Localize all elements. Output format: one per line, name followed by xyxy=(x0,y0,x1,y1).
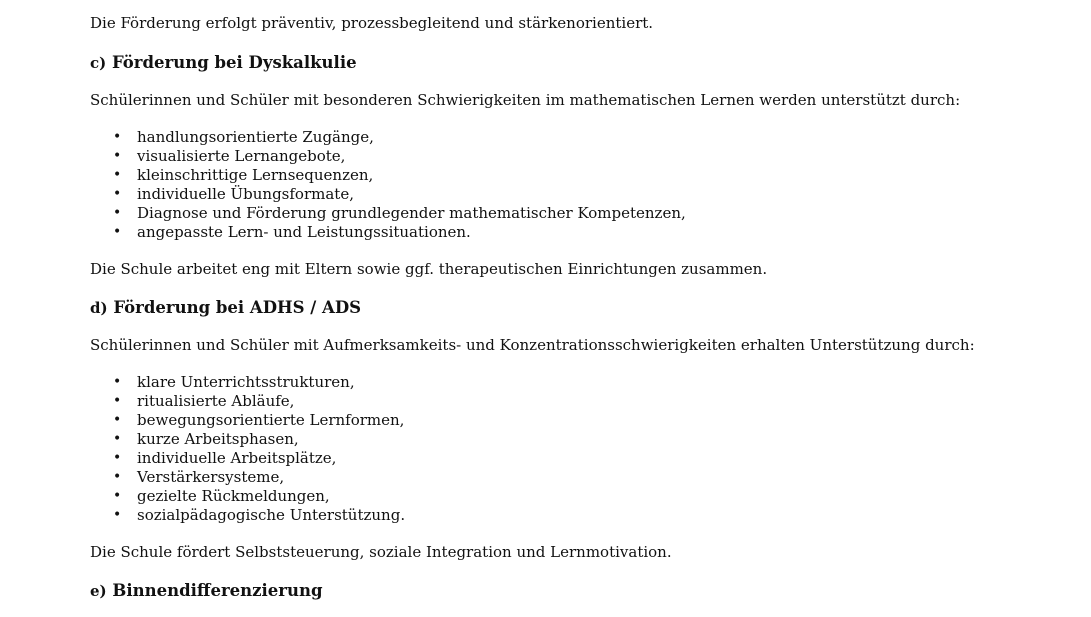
section-title: Förderung bei ADHS / ADS xyxy=(113,298,362,317)
list-item: • individuelle Arbeitsplätze, xyxy=(113,449,337,467)
section-closing: Die Schule fördert Selbststeuerung, soziale Integration und Lernmotivation. xyxy=(90,543,672,561)
section-letter: d) xyxy=(90,299,108,317)
bullet-icon: • xyxy=(113,129,122,145)
section-letter: e) xyxy=(90,582,107,600)
section-heading-dyskalkulie xyxy=(90,53,1080,73)
bullet-icon: • xyxy=(113,148,122,164)
section-heading-binnendifferenzierung xyxy=(90,581,1080,601)
bullet-icon: • xyxy=(113,431,122,447)
list-item: • ritualisierte Abläufe, xyxy=(113,392,295,410)
list-item: • Verstärkersysteme, xyxy=(113,468,285,486)
bullet-icon: • xyxy=(113,374,122,390)
list-item: • kleinschrittige Lernsequenzen, xyxy=(113,166,374,184)
intro-paragraph: Die Förderung erfolgt präventiv, prozessbegleitend und stärkenorientiert. xyxy=(90,14,654,32)
bullet-icon: • xyxy=(113,488,122,504)
section-closing: Die Schule arbeitet eng mit Eltern sowie ggf. therapeutischen Einrichtungen zusammen. xyxy=(90,260,768,278)
list-item: • angepasste Lern- und Leistungssituationen. xyxy=(113,223,471,241)
section-lead: Schülerinnen und Schüler mit besonderen Schwierigkeiten im mathematischen Lernen werden unterstützt durch: xyxy=(90,91,961,109)
bullet-list-adhs xyxy=(90,373,1080,525)
list-item: • gezielte Rückmeldungen, xyxy=(113,487,330,505)
bullet-icon: • xyxy=(113,469,122,485)
bullet-icon: • xyxy=(113,167,122,183)
section-lead: Schülerinnen und Schüler mit Aufmerksamkeits- und Konzentrationsschwierigkeiten erhalten Unterstützung durch: xyxy=(90,336,975,354)
bullet-icon: • xyxy=(113,507,122,523)
document-page xyxy=(90,0,1080,601)
list-item: • visualisierte Lernangebote, xyxy=(113,147,346,165)
bullet-icon: • xyxy=(113,412,122,428)
bullet-icon: • xyxy=(113,186,122,202)
bullet-icon: • xyxy=(113,224,122,240)
section-heading-adhs xyxy=(90,298,1080,318)
section-title: Förderung bei Dyskalkulie xyxy=(111,53,357,72)
list-item: • handlungsorientierte Zugänge, xyxy=(113,128,374,146)
list-item: • kurze Arbeitsphasen, xyxy=(113,430,299,448)
section-title: Binnendifferenzierung xyxy=(112,581,323,600)
list-item: • Diagnose und Förderung grundlegender mathematischer Kompetenzen, xyxy=(113,204,686,222)
list-item: • klare Unterrichtsstrukturen, xyxy=(113,373,355,391)
section-letter: c) xyxy=(90,54,107,72)
bullet-icon: • xyxy=(113,450,122,466)
bullet-icon: • xyxy=(113,205,122,221)
list-item: • bewegungsorientierte Lernformen, xyxy=(113,411,405,429)
bullet-list-dyskalkulie xyxy=(90,128,1080,242)
list-item: • individuelle Übungsformate, xyxy=(113,185,354,203)
list-item: • sozialpädagogische Unterstützung. xyxy=(113,506,406,524)
bullet-icon: • xyxy=(113,393,122,409)
